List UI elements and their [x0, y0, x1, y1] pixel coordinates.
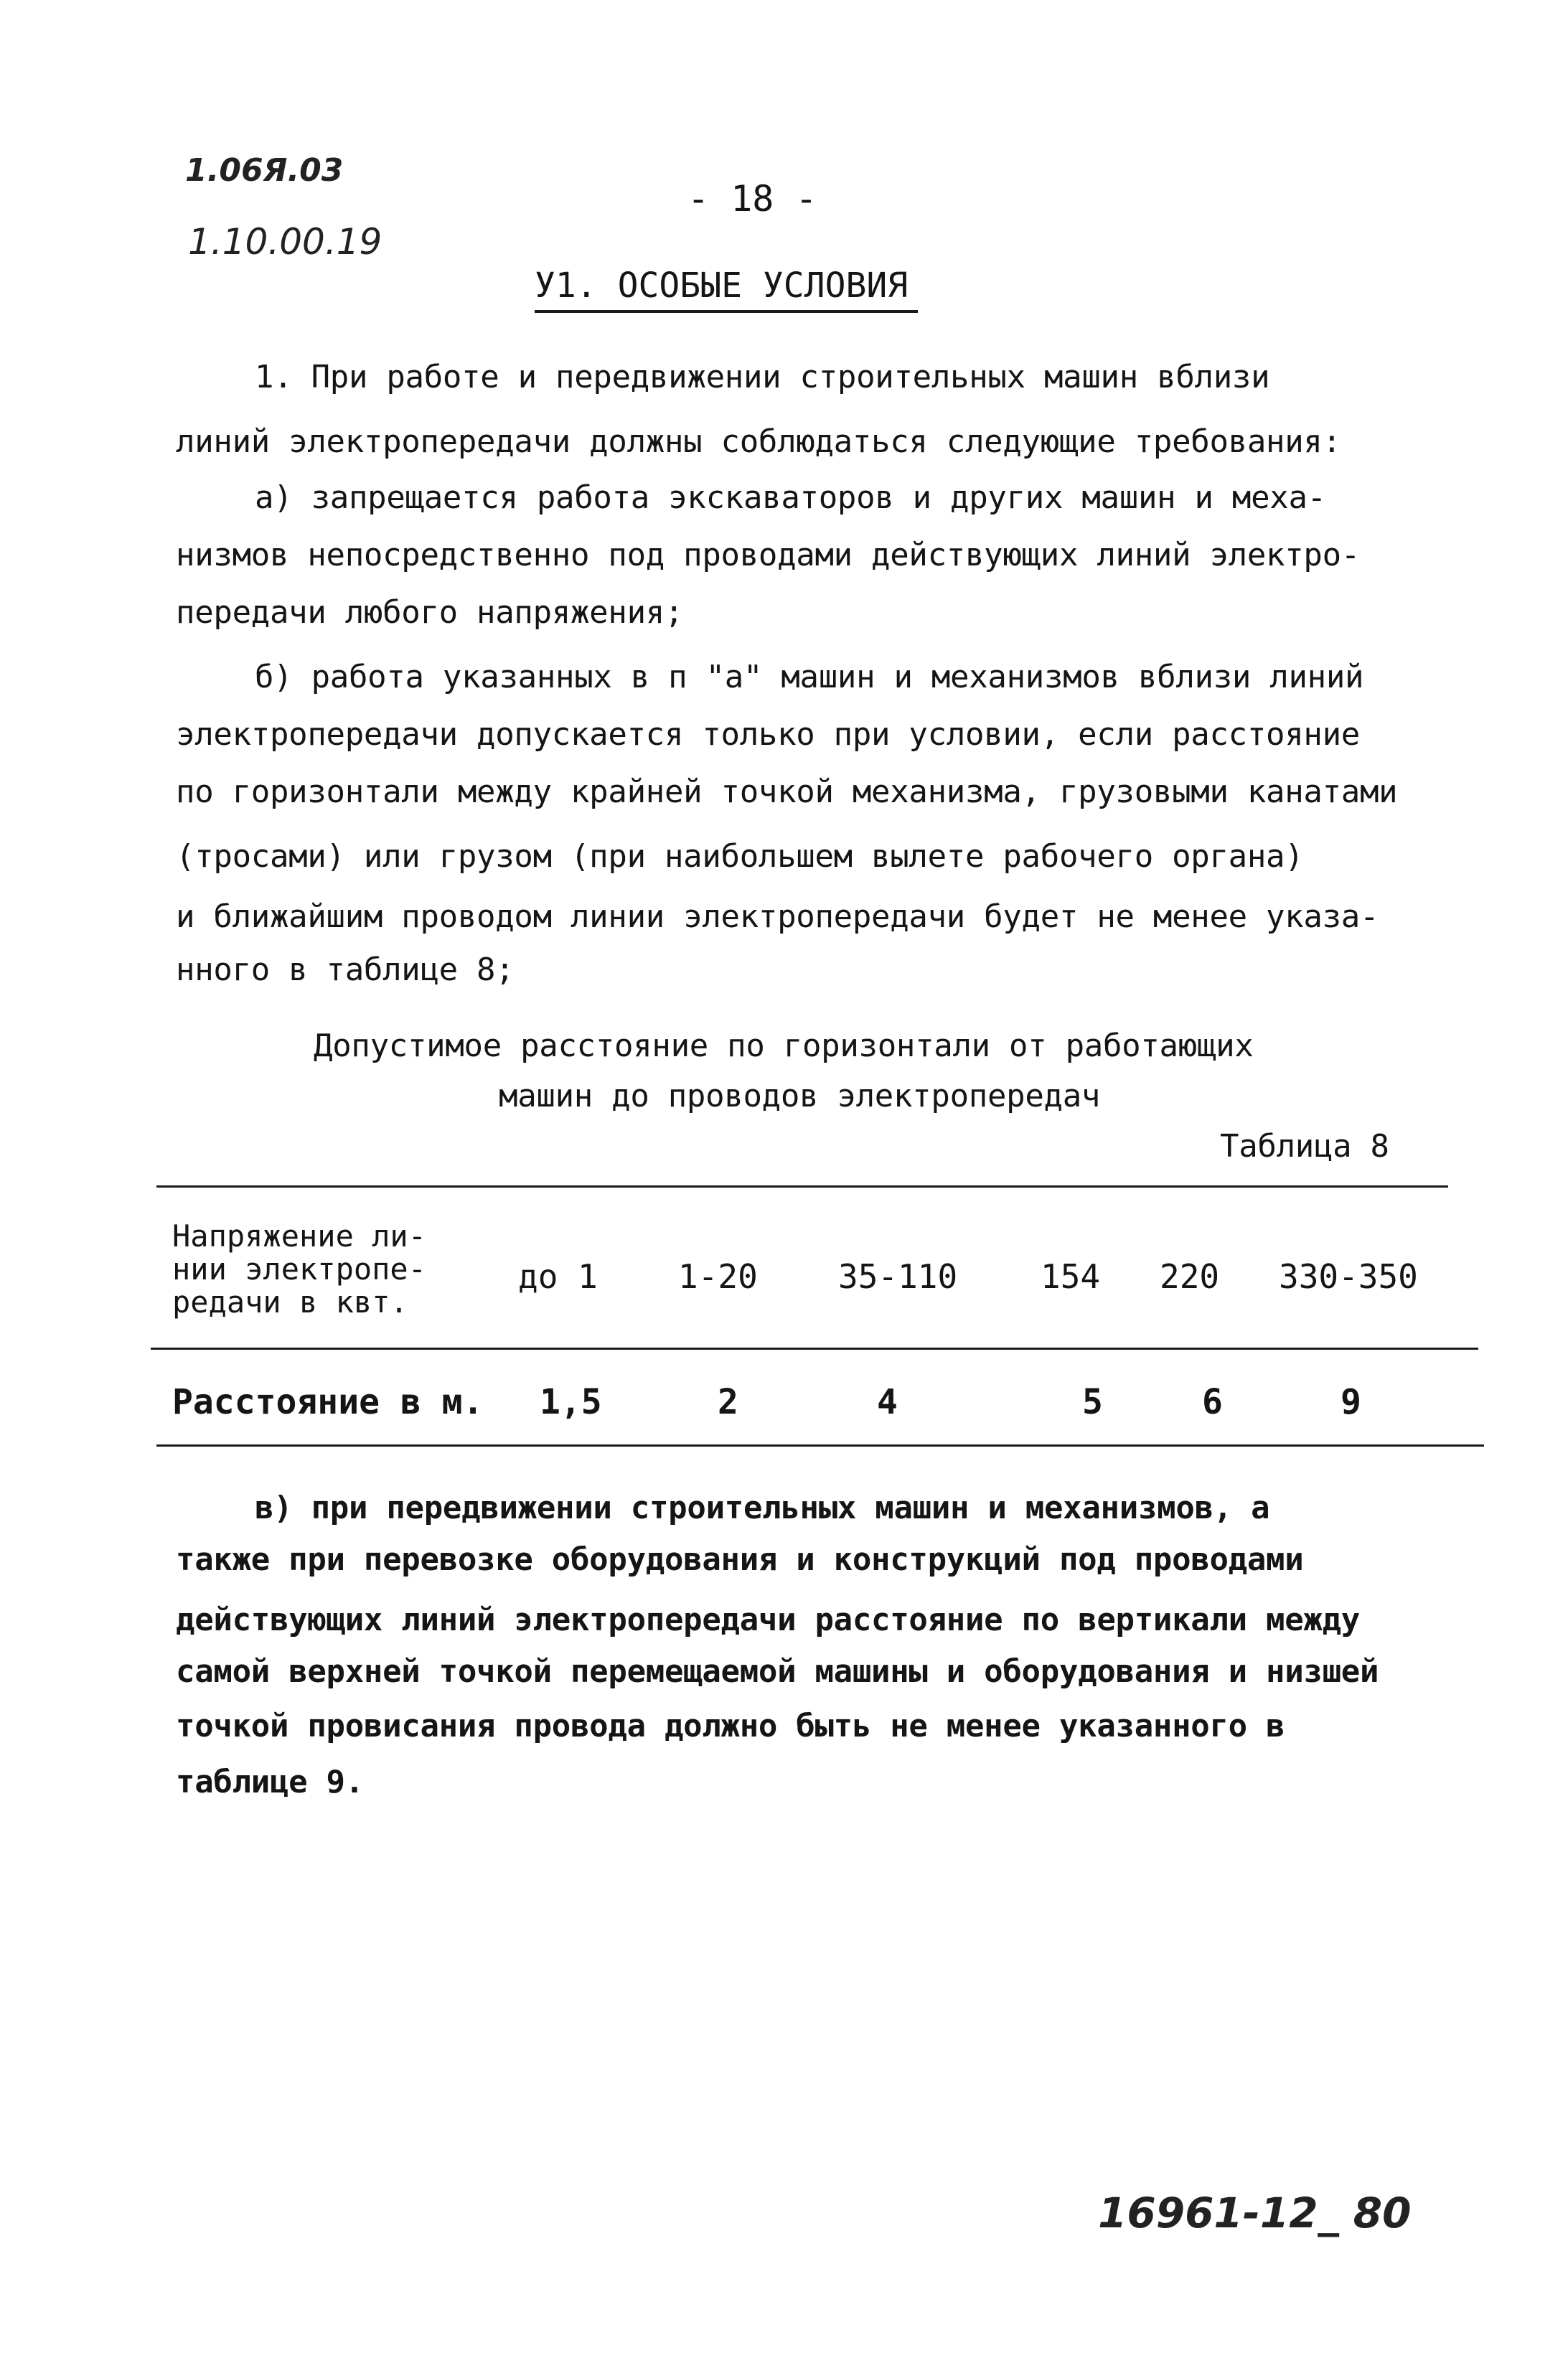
paragraph-line: в) при передвижении строительных машин и механизмов, а: [255, 1490, 1270, 1526]
table-rule: [156, 1185, 1448, 1188]
paragraph-line: передачи любого напряжения;: [176, 594, 684, 631]
table-number: Таблица 8: [1220, 1128, 1389, 1165]
paragraph-line: б) работа указанных в п "а" машин и механизмов вблизи линий: [255, 659, 1364, 695]
paragraph-line: нного в таблице 8;: [176, 951, 515, 988]
paragraph-line: самой верхней точкой перемещаемой машины и оборудования и низшей: [176, 1653, 1379, 1690]
header-cell: 220: [1160, 1257, 1220, 1296]
paragraph-line: и ближайшим проводом линии электропередачи будет не менее указа-: [176, 898, 1379, 935]
table-header-label: Напряжение ли- нии электропе- редачи в квт.: [172, 1218, 427, 1320]
paragraph-line: также при перевозке оборудования и конструкций под проводами: [176, 1541, 1304, 1578]
paragraph-line: линий электропередачи должны соблюдаться следующие требования:: [176, 423, 1341, 460]
table-rule: [156, 1444, 1484, 1447]
header-cell: 35-110: [838, 1257, 958, 1296]
paragraph-line: действующих линий электропередачи расстояние по вертикали между: [176, 1602, 1360, 1638]
paragraph-line: таблице 9.: [176, 1764, 364, 1800]
page-number: - 18 -: [687, 178, 817, 220]
row-cell: 5: [1082, 1382, 1103, 1422]
paragraph-line: (тросами) или грузом (при наибольшем вылете рабочего органа): [176, 838, 1304, 875]
header-cell: до 1: [518, 1257, 598, 1296]
paragraph-line: точкой провисания провода должно быть не менее указанного в: [176, 1708, 1285, 1744]
row-cell: 9: [1341, 1382, 1361, 1422]
paragraph-line: низмов непосредственно под проводами действующих линий электро-: [176, 537, 1360, 573]
header-cell: 154: [1041, 1257, 1101, 1296]
paragraph-line: а) запрещается работа экскаваторов и других машин и меха-: [255, 479, 1326, 516]
table-caption: машин до проводов электропередач: [499, 1078, 1101, 1114]
table-caption: Допустимое расстояние по горизонтали от работающих: [314, 1028, 1254, 1064]
table-rule: [151, 1348, 1478, 1350]
document-code-handwritten: 1.10.00.19: [188, 221, 382, 263]
row-cell: 1,5: [540, 1382, 602, 1422]
header-cell: 1-20: [678, 1257, 758, 1296]
archive-number-mark: 16961-12_ 80: [1098, 2189, 1412, 2237]
row-cell: 4: [877, 1382, 898, 1422]
row-cell: 2: [718, 1382, 738, 1422]
paragraph-line: 1. При работе и передвижении строительных машин вблизи: [255, 359, 1270, 395]
section-heading: У1. ОСОБЫЕ УСЛОВИЯ: [535, 266, 918, 313]
row-cell: 6: [1202, 1382, 1223, 1422]
paragraph-line: электропередачи допускается только при условии, если расстояние: [176, 716, 1360, 753]
header-cell: 330-350: [1279, 1257, 1418, 1296]
row-label: Расстояние в м.: [172, 1382, 484, 1422]
document-code-stamp: 1.06Я.03: [185, 152, 344, 189]
paragraph-line: по горизонтали между крайней точкой механизма, грузовыми канатами: [176, 774, 1398, 810]
